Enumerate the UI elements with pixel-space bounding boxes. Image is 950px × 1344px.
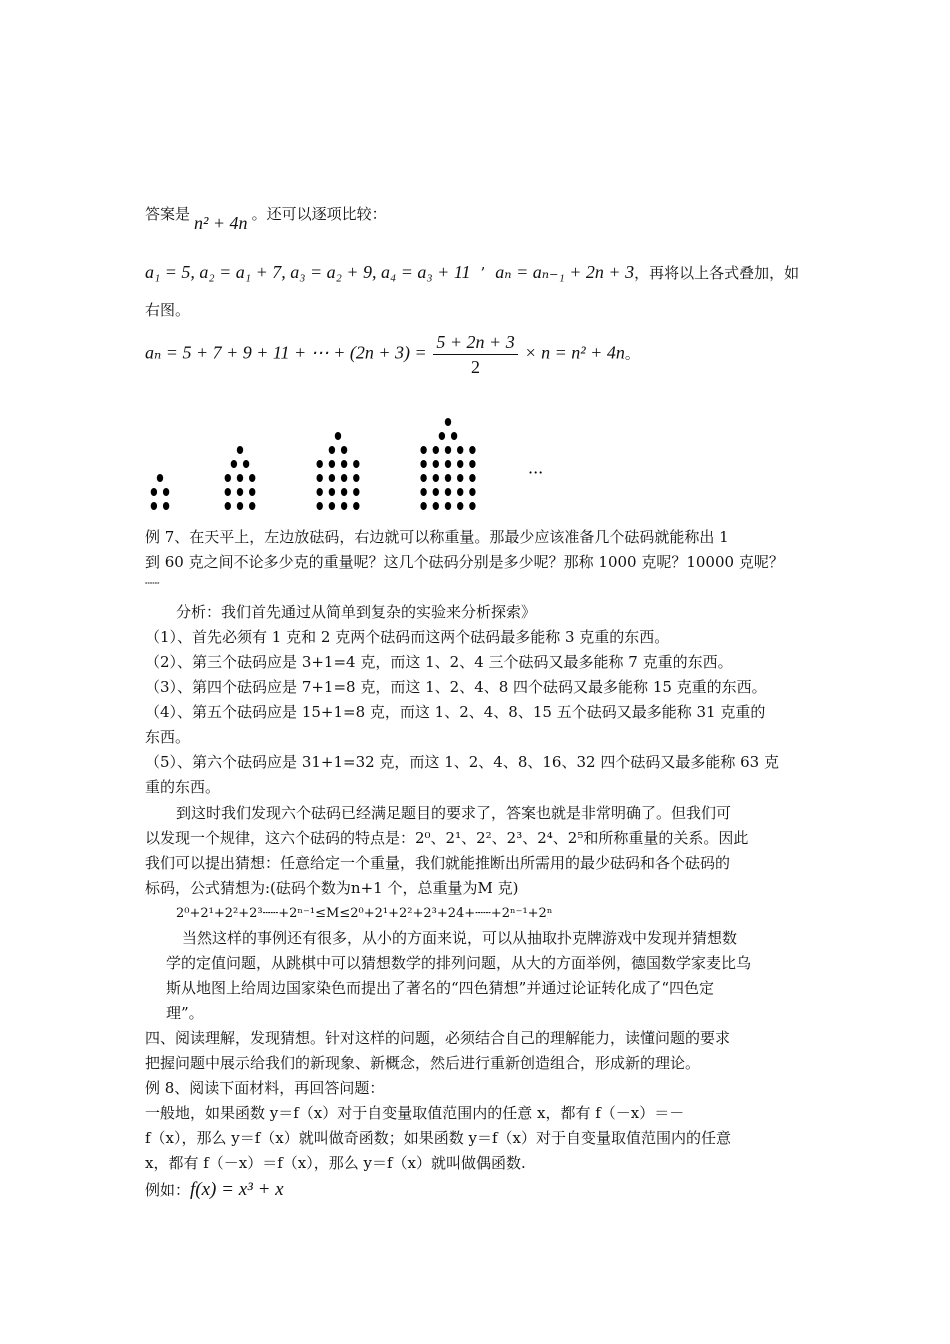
para1-line: 以发现一个规律，这六个砝码的特点是：2⁰、2¹、2²、2³、2⁴、2⁵和所称重量的关系。因此 [145,829,749,847]
dot [237,502,243,510]
dot [353,460,359,468]
dot [353,488,359,496]
dot-ellipsis: ··· [528,463,544,482]
recurrence-line: a₁ = 5, a₂ = a₁ + 7, a₃ = a₂ + 9, a₄ = a₃ + 11 ’ aₙ = aₙ₋₁ + 2n + 3，再将以上各式叠加，如 [145,262,800,282]
sum-denominator: 2 [471,357,481,377]
dot [341,474,347,482]
dot [157,474,163,482]
dot [225,474,231,482]
dot [445,502,451,510]
example-formula: f(x) = x³ + x [190,1179,284,1200]
dot [329,474,335,482]
para2-line: 斯从地图上给周边国家染色而提出了著名的“四色猜想”并通过论证转化成了“四色定 [166,979,715,997]
dot [445,488,451,496]
example7-line3: ┄┄ [145,576,160,590]
dot [457,502,463,510]
dot [445,460,451,468]
dot [420,446,426,454]
dot [317,502,323,510]
dot [433,488,439,496]
dot [163,488,169,496]
answer-prefix: 答案是 [145,205,191,223]
example-label: 例如： [145,1181,191,1199]
para1-line: 到这时我们发现六个砝码已经满足题目的要求了，答案也就是非常明确了。但我们可 [176,804,732,822]
dot [329,446,335,454]
dot [420,460,426,468]
recurrence-tail: ，再将以上各式叠加，如 [634,264,800,282]
dot [249,502,255,510]
step-line: （2）、第三个砝码应是 3+1=4 克，而这 1、2、4 三个砝码又最多能称 7 克重的东西。 [145,653,733,671]
dot [457,460,463,468]
dot [329,502,335,510]
sum-lhs: aₙ = 5 + 7 + 9 + 11 + ⋯ + (2n + 3) = [145,342,427,363]
dot [317,460,323,468]
dot [329,488,335,496]
recurrence-formula: a₁ = 5, a₂ = a₁ + 7, a₃ = a₂ + 9, a₄ = a₃ + 11 [145,262,471,282]
dot [433,502,439,510]
sum-numerator: 5 + 2n + 3 [433,330,517,355]
dot [341,446,347,454]
section4-line: 四、阅读理解，发现猜想。针对这样的问题，必须结合自己的理解能力，读懂问题的要求 [145,1029,731,1047]
dot [341,488,347,496]
dot [317,488,323,496]
dot [249,488,255,496]
dot [469,446,475,454]
dot [243,460,249,468]
dot [445,446,451,454]
dot [457,446,463,454]
section4-line: 把握问题中展示给我们的新现象、新概念，然后进行重新创造组合，形成新的理论。 [145,1054,701,1072]
dot [433,460,439,468]
analysis-line: 分析：我们首先通过从简单到复杂的实验来分析探索》 [176,603,537,621]
dot [151,502,157,510]
dot [249,474,255,482]
dot [451,432,457,440]
step-line: （4）、第五个砝码应是 15+1=8 克，而这 1、2、4、8、15 五个砝码又最多能称 31 克重的 [145,703,766,721]
sum-rhs: × n = n² + 4n [524,342,625,363]
dot [237,488,243,496]
dot [457,474,463,482]
dot [457,488,463,496]
dot [237,446,243,454]
dot [341,460,347,468]
conjecture-formula: 2⁰+2¹+2²+2³┄┄+2ⁿ⁻¹≤M≤2⁰+2¹+2²+2³+24+┄┄+2ⁿ⁻¹+2ⁿ [176,906,553,921]
dot [433,446,439,454]
sum-end: 。 [624,344,640,363]
example7-line2: 到 60 克之间不论多少克的重量呢？这几个砝码分别是多少呢？那称 1000 克呢？10000 克呢？ [145,553,784,571]
dot [445,474,451,482]
dot [341,502,347,510]
sum-formula [145,330,640,379]
example8-example [145,1180,284,1200]
sum-fraction [433,330,517,379]
example8-line: 一般地，如果函数 y＝f（x）对于自变量取值范围内的任意 x，都有 f（－x）＝－ [145,1104,685,1122]
dot [445,418,451,426]
step-line: （1）、首先必须有 1 克和 2 克两个砝码而这两个砝码最多能称 3 克重的东西。 [145,628,670,646]
dot [469,460,475,468]
dot [439,432,445,440]
recurrence-tail2: 右图。 [145,301,191,319]
dot [237,474,243,482]
example7-line1: 例 7、在天平上，左边放砝码，右边就可以称重量。那最少应该准备几个砝码就能称出 1 [145,528,729,546]
dot [329,460,335,468]
step-line: 东西。 [145,728,191,746]
example8-line: x，都有 f（－x）＝f（x），那么 y＝f（x）就叫做偶函数. [145,1154,526,1172]
dot [420,488,426,496]
para2-line: 理”。 [166,1004,204,1022]
dot [225,502,231,510]
para2-line: 学的定值问题，从跳棋中可以猜想数学的排列问题，从大的方面举例，德国数学家麦比乌 [166,954,752,972]
dot [420,474,426,482]
para2-line: 当然这样的事例还有很多，从小的方面来说，可以从抽取扑克牌游戏中发现并猜想数 [182,929,738,947]
example8-line: f（x），那么 y＝f（x）就叫做奇函数；如果函数 y＝f（x）对于自变量取值范围内的任意 [145,1129,732,1147]
step-line: （3）、第四个砝码应是 7+1=8 克，而这 1、2、4、8 四个砝码又最多能称 15 克重的东西。 [145,678,767,696]
answer-line [145,203,387,233]
answer-formula: n² + 4n [194,213,248,233]
dot [225,488,231,496]
dot [469,502,475,510]
recurrence-general: aₙ = aₙ₋₁ + 2n + 3 [495,262,635,282]
dot [353,502,359,510]
dot [433,474,439,482]
step-line: 重的东西。 [145,778,221,796]
answer-suffix: 。还可以逐项比较： [251,205,387,223]
para1-line: 我们可以提出猜想：任意给定一个重量，我们就能推断出所需用的最少砝码和各个砝码的 [145,854,731,872]
dot [335,432,341,440]
dot [469,488,475,496]
dot [231,460,237,468]
para1-line: 标码，公式猜想为:(砝码个数为n+1 个，总重量为M 克) [145,879,519,897]
step-line: （5）、第六个砝码应是 31+1=32 克，而这 1、2、4、8、16、32 四个砝码又最多能称 63 克 [145,753,779,771]
dot [163,502,169,510]
dot [151,488,157,496]
dot [353,474,359,482]
dot [317,474,323,482]
dot [469,474,475,482]
dot [420,502,426,510]
example8-title: 例 8、阅读下面材料，再回答问题： [145,1079,385,1097]
